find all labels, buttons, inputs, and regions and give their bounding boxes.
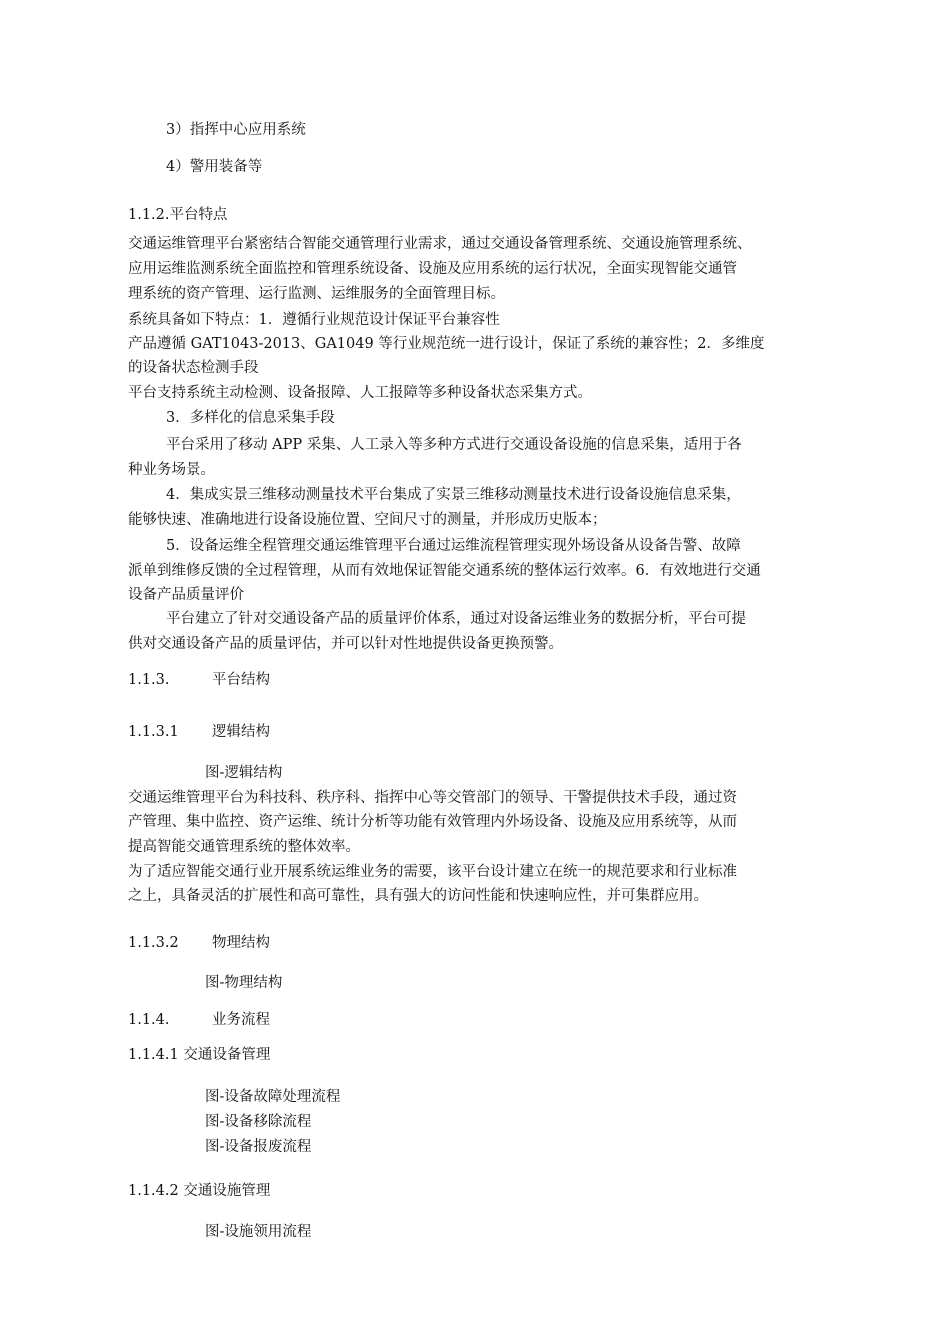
paragraph-line: 的设备状态检测手段 [128,360,259,376]
figure-caption: 图-设备故障处理流程 [205,1089,341,1105]
section-heading-1-1-2: 1.1.2.平台特点 [128,207,228,223]
section-heading-1-1-3-2 [128,933,270,953]
list-item: 3）指挥中心应用系统 [166,122,306,138]
paragraph-line: 交通运维管理平台紧密结合智能交通管理行业需求，通过交通设备管理系统、交通设施管理系统、 [128,236,752,252]
section-title: 物理结构 [212,935,270,951]
paragraph-line: 应用运维监测系统全面监控和管理系统设备、设施及应用系统的运行状况，全面实现智能交通管 [128,261,737,277]
paragraph-line: 为了适应智能交通行业开展系统运维业务的需要，该平台设计建立在统一的规范要求和行业标准 [128,864,737,880]
paragraph-line: 产品遵循 GAT1043-2013、GA1049 等行业规范统一进行设计，保证了系统的兼容性；2．多维度 [128,336,765,352]
paragraph-line: 种业务场景。 [128,462,215,478]
section-number: 1.1.3.1 [128,724,179,740]
figure-caption: 图-设施领用流程 [205,1224,312,1240]
section-heading-1-1-3-1 [128,722,270,742]
section-number: 1.1.3.2 [128,935,179,951]
paragraph-line: 交通运维管理平台为科技科、秩序科、指挥中心等交管部门的领导、干警提供技术手段，通过资 [128,790,737,806]
figure-caption: 图-物理结构 [205,975,283,991]
section-title: 逻辑结构 [212,724,270,740]
paragraph-line: 5．设备运维全程管理交通运维管理平台通过运维流程管理实现外场设备从设备告警、故障 [166,538,741,554]
paragraph-line: 系统具备如下特点：1．遵循行业规范设计保证平台兼容性 [128,312,500,328]
paragraph-line: 能够快速、准确地进行设备设施位置、空间尺寸的测量，并形成历史版本； [128,512,607,528]
figure-caption: 图-设备报废流程 [205,1139,312,1155]
section-title: 业务流程 [212,1012,270,1028]
section-heading-1-1-4 [128,1010,270,1030]
section-heading-1-1-4-1: 1.1.4.1 交通设备管理 [128,1047,271,1063]
paragraph-line: 之上，具备灵活的扩展性和高可靠性，具有强大的访问性能和快速响应性，并可集群应用。 [128,888,708,904]
section-number: 1.1.3. [128,672,170,688]
paragraph-line: 3．多样化的信息采集手段 [166,410,335,426]
paragraph-line: 平台采用了移动 APP 采集、人工录入等多种方式进行交通设备设施的信息采集，适用于各 [166,437,742,453]
section-title: 平台结构 [212,672,270,688]
figure-caption: 图-逻辑结构 [205,765,283,781]
paragraph-line: 平台建立了针对交通设备产品的质量评价体系，通过对设备运维业务的数据分析，平台可提 [166,611,746,627]
paragraph-line: 4．集成实景三维移动测量技术平台集成了实景三维移动测量技术进行设备设施信息采集， [166,487,741,503]
paragraph-line: 产管理、集中监控、资产运维、统计分析等功能有效管理内外场设备、设施及应用系统等，从而 [128,814,737,830]
figure-caption: 图-设备移除流程 [205,1114,312,1130]
paragraph-line: 理系统的资产管理、运行监测、运维服务的全面管理目标。 [128,286,505,302]
paragraph-line: 提高智能交通管理系统的整体效率。 [128,839,360,855]
section-heading-1-1-3 [128,670,270,690]
list-item: 4）警用装备等 [166,159,263,175]
paragraph-line: 平台支持系统主动检测、设备报障、人工报障等多种设备状态采集方式。 [128,385,592,401]
section-heading-1-1-4-2: 1.1.4.2 交通设施管理 [128,1183,271,1199]
paragraph-line: 派单到维修反馈的全过程管理，从而有效地保证智能交通系统的整体运行效率。6．有效地进行交通 [128,563,761,579]
paragraph-line: 供对交通设备产品的质量评估，并可以针对性地提供设备更换预警。 [128,636,563,652]
paragraph-line: 设备产品质量评价 [128,587,244,603]
section-number: 1.1.4. [128,1012,170,1028]
